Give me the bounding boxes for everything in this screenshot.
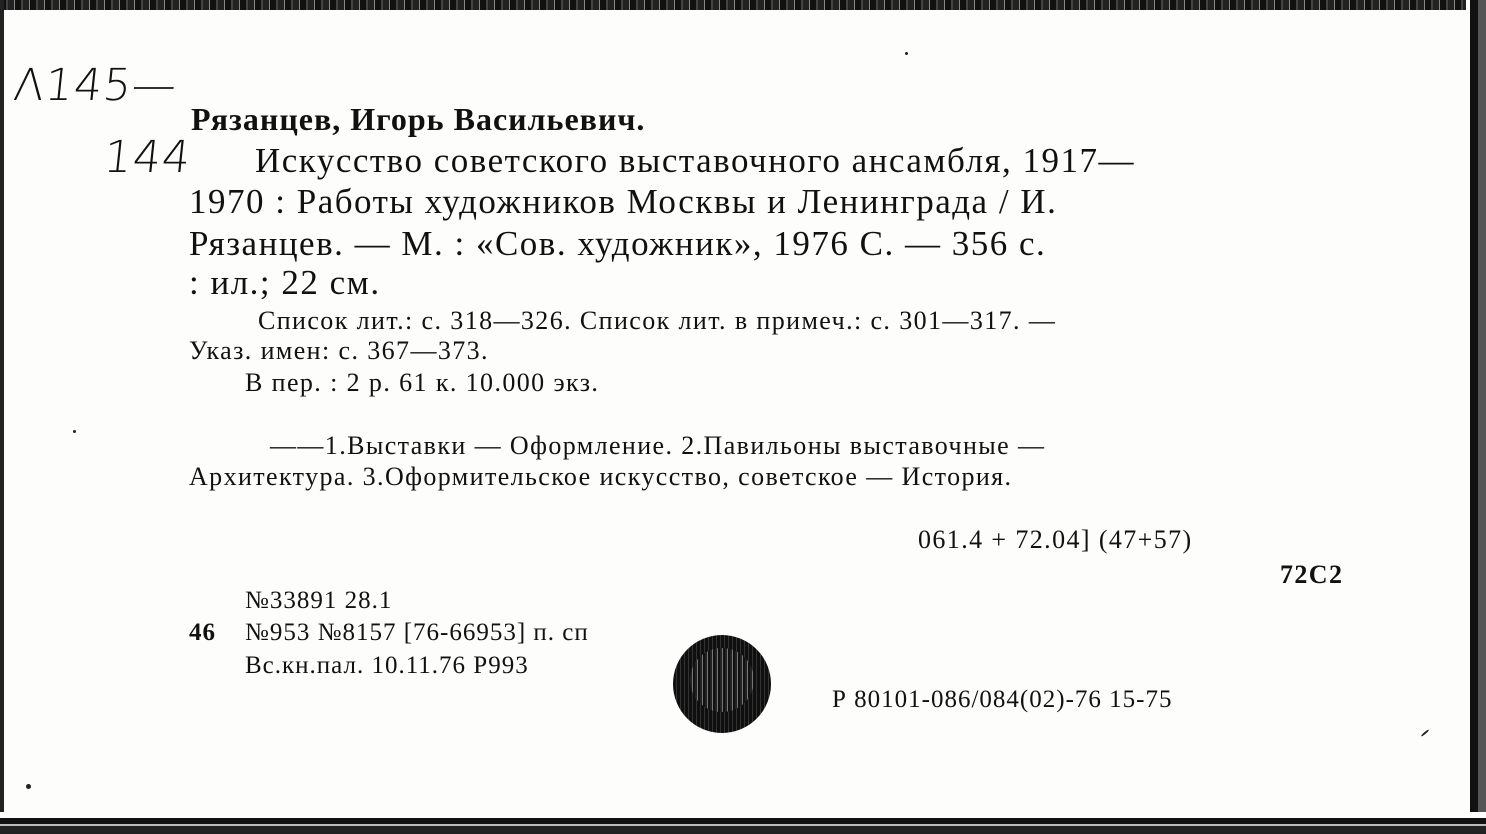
card-bottom-edge	[0, 812, 1486, 834]
bbk-classification: 72С2	[1280, 560, 1344, 589]
ink-speck	[26, 784, 31, 789]
ink-speck	[73, 430, 76, 433]
catalog-prefix: 46	[189, 619, 216, 646]
ink-speck	[905, 52, 908, 55]
card-top-edge	[0, 0, 1486, 10]
author-name: Рязанцев, Игорь Васильевич.	[191, 101, 646, 137]
title-line-1: Искусство советского выставочного ансамбля, 1917—	[255, 141, 1136, 180]
card-left-edge	[0, 0, 4, 834]
bibliography-note-line2: Указ. имен: с. 367—373.	[189, 336, 489, 365]
title-line-3: Рязанцев. — М. : «Сов. художник», 1976 С. — 356 с.	[189, 224, 1047, 263]
catalog-number-line2: №953 №8157 [76-66953] п. сп	[245, 619, 589, 646]
card-right-edge	[1466, 0, 1486, 834]
ink-speck	[1421, 729, 1430, 737]
book-chamber-record: Вс.кн.пал. 10.11.76 Р993	[245, 652, 529, 679]
publisher-code: Р 80101-086/084(02)-76 15-75	[832, 686, 1173, 713]
catalog-number-line1: №33891 28.1	[245, 587, 393, 614]
udc-classification: 061.4 + 72.04] (47+57)	[918, 525, 1193, 554]
price-note: В пер. : 2 р. 61 к. 10.000 экз.	[245, 368, 600, 397]
handwritten-shelf-mark-line2: 144	[101, 132, 194, 183]
handwritten-shelf-mark-line1: Λ145—	[11, 60, 180, 111]
title-line-2: 1970 : Работы художников Москвы и Ленинграда / И.	[189, 182, 1058, 221]
subject-headings-line2: Архитектура. 3.Оформительское искусство, советское — История.	[189, 462, 1013, 491]
bibliography-note-line1: Список лит.: с. 318—326. Список лит. в примеч.: с. 301—317. —	[258, 306, 1057, 335]
title-line-4: : ил.; 22 см.	[189, 263, 381, 302]
subject-headings-line1: ——1.Выставки — Оформление. 2.Павильоны выставочные —	[270, 431, 1046, 460]
punch-hole-stamp-core	[690, 648, 754, 712]
